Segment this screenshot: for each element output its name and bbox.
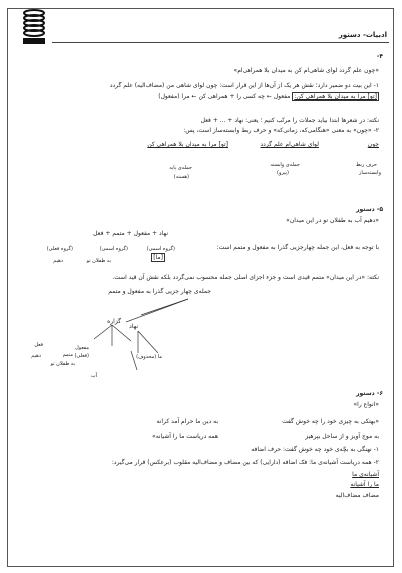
q6-verse-1a: «بهتکی به چیزی خود را چه خوش گفت xyxy=(282,418,379,425)
q6-line-2: ۲- همه دریاست آشیانه‌ی ما: فک اضافه (دارایی) که بین مضاف و مضاف‌الیه مقلوب (برعکس) قرار می‌گیرد: xyxy=(111,459,379,466)
q4-label-main-1: جمله‌ی پایه xyxy=(169,165,192,171)
q6-line-4: ما را آشیانه xyxy=(350,481,379,488)
q4-line-4: ۲- «چون» به معنی «هنگامی‌که، زمانی‌که» و حرف ربط وابسته‌ساز است، پس: xyxy=(183,127,379,134)
q5-leaf-obj: مفعول xyxy=(75,345,89,351)
document-page xyxy=(7,8,394,567)
q6-number: ۶- دستور xyxy=(356,390,383,397)
q5-leaf-mot: متمم xyxy=(62,352,73,358)
q4-label-sub-1: جمله‌ی وابسته xyxy=(270,162,300,168)
q5-leaf-verbal: (فعلی) xyxy=(74,353,89,359)
q4-row-clause1: لوای شاهی‌ام علم گردد xyxy=(260,141,319,148)
q5-bracket-text: [ما] xyxy=(153,254,163,261)
q4-label-conj-1: حرف ربط xyxy=(355,162,377,168)
q5-number: ۵- دستور xyxy=(356,206,383,213)
q4-row-conj: چون xyxy=(367,141,379,148)
q5-leaf-verb-word: دهیم xyxy=(31,353,41,359)
q6-verse: «انواع را» xyxy=(353,401,379,408)
q6-line-1: ۱- نهنگی به بچّه‌ی خود چه خوش گفت: حرف اضافه xyxy=(251,446,379,453)
q4-row-clause2: [تو] مرا به میدان بلا همراهی کن xyxy=(147,141,228,148)
q5-phrase-4: به طفلان تو xyxy=(86,258,111,264)
q5-tree-predicate: گزاره xyxy=(107,318,121,325)
q5-leaf-omitted: ما (محذوف) xyxy=(136,354,162,360)
q5-phrase-5: دهیم xyxy=(53,258,63,264)
q6-line-5: مضاف مضاف‌الیه xyxy=(335,492,379,499)
q4-highlighted-clause: [تو] مرا به میدان بلا همراهی کن: xyxy=(294,93,377,100)
q5-phrase-1: (گروه اسمی) xyxy=(146,246,175,252)
q4-line-1: ۱- این بیت دو ضمیر دارد؛ نقش هر یک از آن‌ها از این قرار است: چون لوای شاهی من (مضاف‌الیه) علم گردد xyxy=(109,82,379,89)
q5-verse: «دهیم آب به طفلان تو در این میدان» xyxy=(286,217,379,224)
q4-label-conj-2: وابسته‌ساز xyxy=(359,170,381,176)
q6-verse-2b: همه دریاست ما را آشیانه» xyxy=(152,433,218,440)
q4-label-main-2: (هسته) xyxy=(173,174,189,180)
q5-line-1: با توجه به فعل، این جمله چهارجزیی گذرا به مفعول و متمم است: xyxy=(216,244,379,251)
q5-phrase-2: (گروه اسمی) xyxy=(99,246,128,252)
q5-note: نکته: «در این میدان» متمم قیدی است و جزء اجزای اصلی جمله محسوب نمی‌گردد بلکه نقش آن قید است. xyxy=(112,274,379,281)
q6-verse-2a: به موج آویز و از ساحل بپرهیز xyxy=(305,433,379,440)
q5-tree-root: جمله‌ی چهار جزیی گذرا به مفعول و متمم xyxy=(108,288,211,295)
q5-leaf-water: آب xyxy=(90,373,97,379)
q5-leaf-children: به طفلان تو xyxy=(50,361,75,367)
q5-syntax-tree-lines xyxy=(8,9,393,566)
q5-tree-subject: نهاد xyxy=(129,323,138,330)
q5-formula: نهاد + مفعول + متمم + فعل xyxy=(93,230,168,237)
q4-number: ۴- xyxy=(376,53,383,60)
q5-leaf-verb: فعل xyxy=(34,342,43,348)
q6-line-3: آشیانه‌ی ما xyxy=(352,471,379,478)
q5-phrase-3: (گروه فعلی) xyxy=(46,246,73,252)
page-header-title: ادبیات- دستور xyxy=(338,31,387,39)
q4-verse: «چون علم گردد لوای شاهی‌ام کن به میدان بلا همراهی‌ام» xyxy=(233,67,379,74)
q4-line-2-rest: مفعول ← چه کسی را + همراهی کن ← مرا (مفعول) xyxy=(158,93,291,100)
q6-verse-1b: به دین ما حرام آمد کرانه xyxy=(156,418,218,425)
q4-label-sub-2: (پیرو) xyxy=(277,170,289,176)
q4-note: نکته: در شعرها ابتدا بیاید جملات را مرتّب کنیم ؛ یعنی: نهاد + ... + فعل xyxy=(200,117,379,124)
